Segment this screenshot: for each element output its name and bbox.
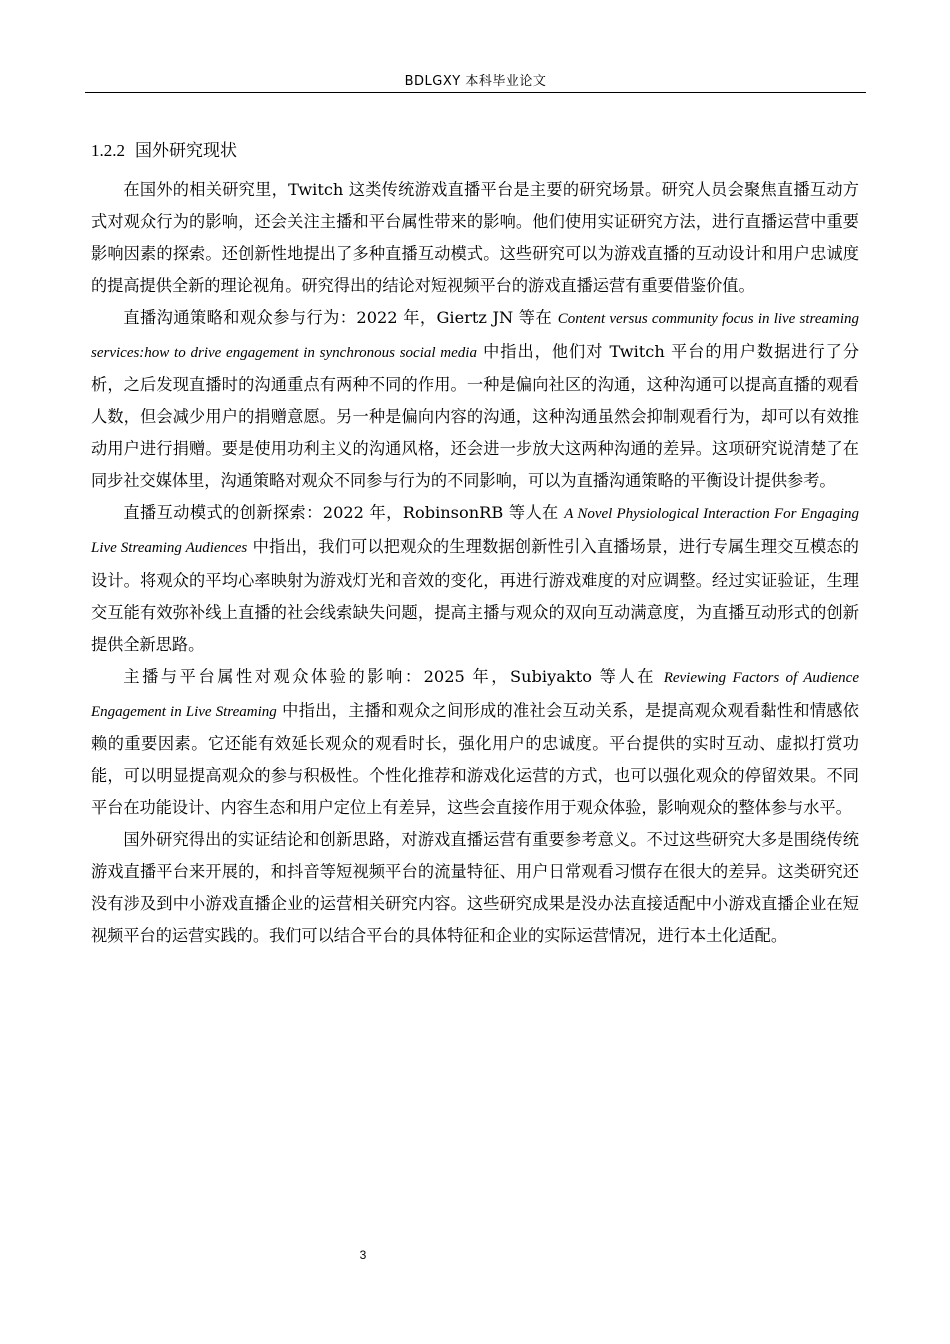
section-number: 1.2.2: [91, 141, 125, 160]
paragraph-lead: 主播与平台属性对观众体验的影响：2025 年，Subiyakto 等人在: [123, 666, 664, 686]
paragraph-interaction-innovation: [91, 497, 859, 661]
section-heading: [91, 136, 237, 161]
paragraph-body: 中指出，主播和观众之间形成的准社会互动关系，是提高观众观看黏性和情感依赖的重要因素。它还能有效延长观众的观看时长，强化用户的忠诚度。平台提供的实时互动、虚拟打赏功能，可以明显提高观众的参与积极性。个性化推荐和游戏化运营的方式，也可以强化观众的停留效果。不同平台在功能设计、内容生态和用户定位上有差异，这些会直接作用于观众体验，影响观众的整体参与水平。: [91, 700, 859, 818]
paragraph-lead: 直播沟通策略和观众参与行为：2022 年，Giertz JN 等在: [123, 307, 558, 327]
paragraph-conclusion: 国外研究得出的实证结论和创新思路，对游戏直播运营有重要参考意义。不过这些研究大多是围绕传统游戏直播平台来开展的，和抖音等短视频平台的流量特征、用户日常观看习惯存在很大的差异。这类研究还没有涉及到中小游戏直播企业的运营相关研究内容。这些研究成果是没办法直接适配中小游戏直播企业在短视频平台的运营实践的。我们可以结合平台的具体特征和企业的实际运营情况，进行本土化适配。: [91, 830, 859, 945]
paragraph-lead: 直播互动模式的创新探索：2022 年，RobinsonRB 等人在: [123, 503, 565, 523]
cited-work-title: A Novel Physiological Interaction For Engaging Live Streaming Audiences: [91, 506, 859, 556]
paragraph-streamer-platform-factors: [91, 661, 859, 825]
paragraph-intro: 在国外的相关研究里，Twitch 这类传统游戏直播平台是主要的研究场景。研究人员会聚焦直播互动方式对观众行为的影响，还会关注主播和平台属性带来的影响。他们使用实证研究方法，进行直播运营中重要影响因素的探索。还创新性地提出了多种直播互动模式。这些研究可以为游戏直播的互动设计和用户忠诚度的提高提供全新的理论视角。研究得出的结论对短视频平台的游戏直播运营有重要借鉴价值。: [91, 180, 859, 295]
cited-work-title: Reviewing Factors of Audience Engagement in Live Streaming: [91, 669, 860, 720]
header-divider: [85, 92, 866, 93]
paragraph-body: 中指出，我们可以把观众的生理数据创新性引入直播场景，进行专属生理交互模态的设计。将观众的平均心率映射为游戏灯光和音效的变化，再进行游戏难度的对应调整。经过实证验证，生理交互能有效弥补线上直播的社会线索缺失问题，提高主播与观众的双向互动满意度，为直播互动形式的创新提供全新思路。: [91, 536, 859, 654]
section-title: 国外研究现状: [135, 141, 237, 161]
page-number: 3: [359, 1248, 367, 1262]
page-header-title: BDLGXY 本科毕业论文: [404, 74, 547, 89]
cited-work-title: Content versus community focus in live streaming services:how to drive engagement in synchronous social media: [91, 310, 859, 361]
body-text: [91, 174, 859, 952]
paragraph-body: 中指出，他们对 Twitch 平台的用户数据进行了分析，之后发现直播时的沟通重点有两种不同的作用。一种是偏向社区的沟通，这种沟通可以提高直播的观看人数，但会减少用户的捐赠意愿。另一种是偏向内容的沟通，这种沟通虽然会抑制观看行为，却可以有效推动用户进行捐赠。要是使用功利主义的沟通风格，还会进一步放大这两种沟通的差异。这项研究说清楚了在同步社交媒体里，沟通策略对观众不同参与行为的不同影响，可以为直播沟通策略的平衡设计提供参考。: [91, 341, 860, 491]
paragraph-communication-strategy: [91, 302, 859, 497]
